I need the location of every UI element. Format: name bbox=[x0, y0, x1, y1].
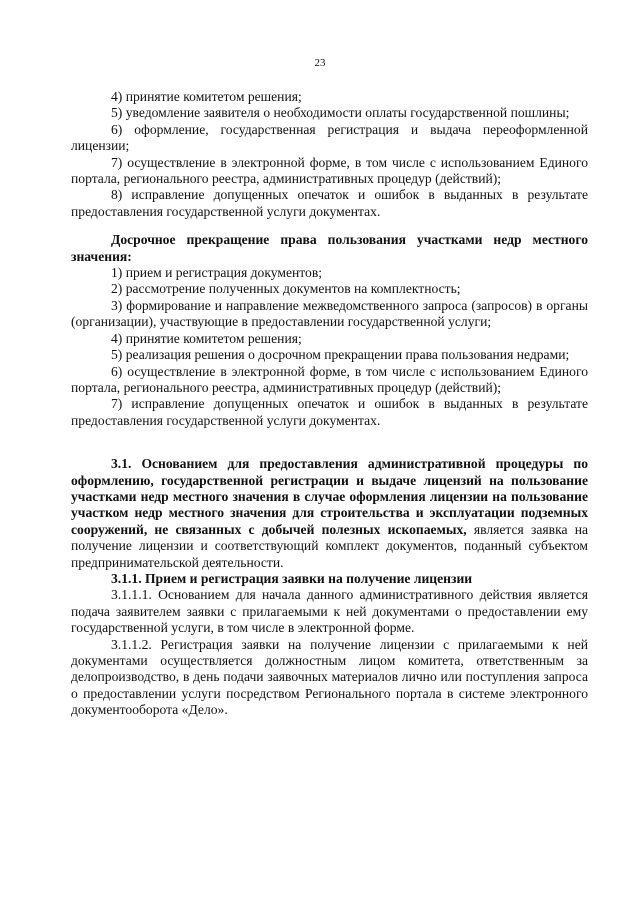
clause-3-1-bold: 3.1. Основанием для предоставления административной процедуры по оформлению, государственной регистрации и выдаче лицензий на пользование участками недр местного значения в случае оформления лицензии на пользование участком недр местного значения для строительства и эксплуатации подземных сооружений, не связанных с добычей полезных ископаемых, bbox=[71, 456, 588, 537]
list-item: 4) принятие комитетом решения; bbox=[111, 89, 302, 104]
spacer bbox=[71, 429, 588, 456]
list-item: 7) осуществление в электронной форме, в том числе с использованием Единого портала, регионального реестра, административных процедур (действий); bbox=[71, 154, 588, 187]
list-item: 6) оформление, государственная регистрация и выдача переоформленной лицензии; bbox=[71, 121, 588, 154]
list-item: 6) осуществление в электронной форме, в том числе с использованием Единого портала, регионального реестра, административных процедур (действий); bbox=[71, 363, 588, 395]
list-item: 1) прием и регистрация документов; bbox=[111, 265, 323, 281]
clause-paragraph: 3.1.1.1. Основанием для начала данного административного действия является подача заявителем заявки с прилагаемыми к ней документами о предоставлении ему государственной услуги, в том числе в электронной форме. bbox=[71, 587, 588, 636]
page-number: 23 bbox=[314, 57, 326, 69]
spacer bbox=[71, 220, 588, 232]
list-item: 5) реализация решения о досрочном прекращении права пользования недрами; bbox=[111, 347, 570, 363]
section-heading: Досрочное прекращение права пользования участками недр местного значения: bbox=[71, 232, 588, 264]
clause-paragraph: 3.1.1.2. Регистрация заявки на получение лицензии с прилагаемыми к ней документами осуществляется должностным лицом комитета, ответственным за делопроизводство, в день подачи заявочных материалов лично или поступления запроса о предоставлении услуги посредством Регионального портала в системе электронного документооборота «Дело». bbox=[71, 636, 588, 718]
list-item: 2) рассмотрение полученных документов на комплектность; bbox=[111, 281, 461, 297]
clause-3-1-text: является заявка на получение лицензии и соответствующий комплект документов, поданный субъектом предпринимательской деятельности. bbox=[71, 521, 589, 570]
list-item: 7) исправление допущенных опечаток и ошибок в выданных в результате предоставления государственной услуги документах. bbox=[71, 396, 588, 428]
list-item: 5) уведомление заявителя о необходимости оплаты государственной пошлины; bbox=[111, 105, 570, 121]
list-item: 3) формирование и направление межведомственного запроса (запросов) в органы (организации), участвующие в предоставлении государственной услуги; bbox=[71, 297, 588, 330]
subsection-heading: 3.1.1. Прием и регистрация заявки на получение лицензии bbox=[111, 570, 473, 586]
document-body bbox=[71, 89, 588, 719]
clause-3-1 bbox=[71, 456, 588, 571]
list-item: 4) принятие комитетом решения; bbox=[111, 330, 302, 346]
list-item: 8) исправление допущенных опечаток и ошибок в выданных в результате предоставления государственной услуги документах. bbox=[71, 187, 588, 219]
